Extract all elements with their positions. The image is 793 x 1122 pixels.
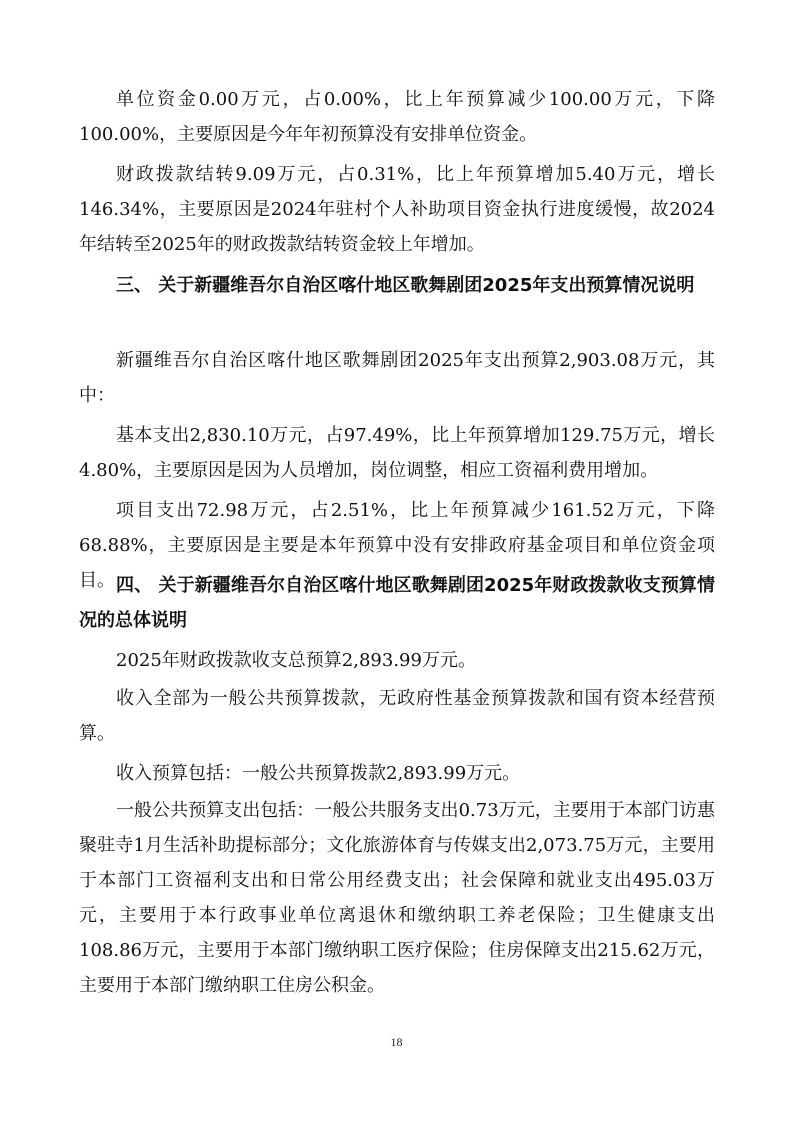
paragraph-basic-expenditure: 基本支出2,830.10万元，占97.49%，比上年预算增加129.75万元，增长4.80%，主要原因是因为人员增加，岗位调整，相应工资福利费用增加。 — [79, 425, 715, 481]
paragraph-unit-funds: 单位资金0.00万元，占0.00%，比上年预算减少100.00万元，下降100.00%，主要原因是今年年初预算没有安排单位资金。 — [79, 89, 715, 145]
paragraph-income-source: 收入全部为一般公共预算拨款，无政府性基金预算拨款和国有资本经营预算。 — [79, 688, 715, 744]
paragraph-project-expenditure: 项目支出72.98万元，占2.51%，比上年预算减少161.52万元，下降68.88%，主要原因是主要是本年预算中没有安排政府基金项目和单位资金项目。 — [79, 500, 715, 591]
paragraph-carryover: 财政拨款结转9.09万元，占0.31%，比上年预算增加5.40万元，增长146.34%，主要原因是2024年驻村个人补助项目资金执行进度缓慢，故2024年结转至2025年的财政拨款结转资金较上年增加。 — [79, 164, 715, 255]
section-heading-fiscal: 四、 关于新疆维吾尔自治区喀什地区歌舞剧团2025年财政拨款收支预算情况的总体说明 — [79, 575, 715, 631]
paragraph-fiscal-total: 2025年财政拨款收支总预算2,893.99万元。 — [116, 650, 476, 671]
paragraph-expenditure-total: 新疆维吾尔自治区喀什地区歌舞剧团2025年支出预算2,903.08万元，其中： — [79, 350, 715, 406]
paragraph-income-budget: 收入预算包括：一般公共预算拨款2,893.99万元。 — [116, 763, 521, 784]
paragraph-general-expenditure: 一般公共预算支出包括：一般公共服务支出0.73万元，主要用于本部门访惠聚驻寺1月生活补助提标部分；文化旅游体育与传媒支出2,073.75万元，主要用于本部门工资福利支出和日常公用经费支出；社会保障和就业支出495.03万元，主要用于本行政事业单位离退休和缴纳职工养老保险；卫生健康支出108.86万元，主要用于本部门缴纳职工医疗保险；住房保障支出215.62万元，主要用于本部门缴纳职工住房公积金。 — [79, 800, 715, 996]
page-number: 18 — [390, 1035, 403, 1049]
section-heading-expenditure: 三、 关于新疆维吾尔自治区喀什地区歌舞剧团2025年支出预算情况说明 — [116, 275, 695, 296]
